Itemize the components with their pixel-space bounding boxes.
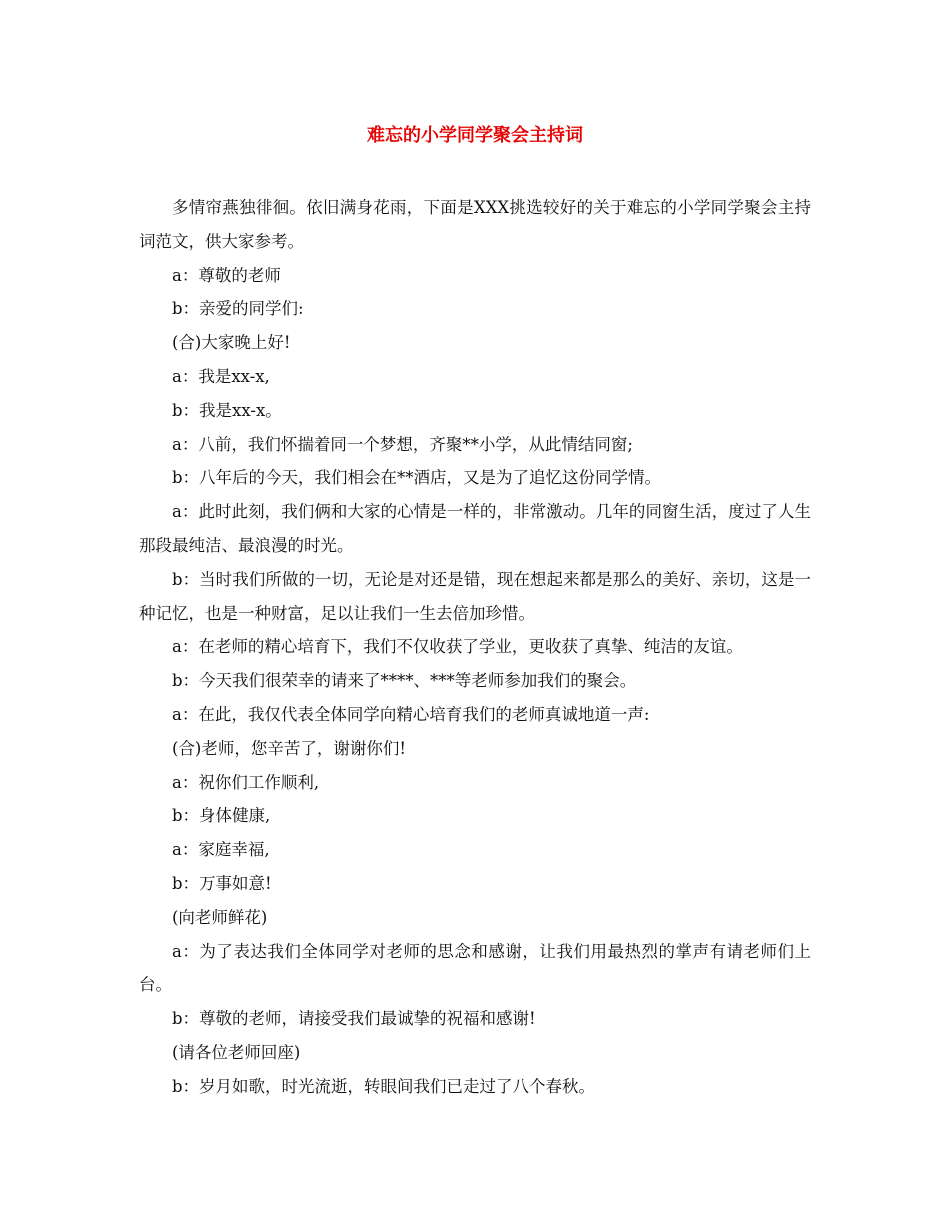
paragraph-line: a：在此，我仅代表全体同学向精心培育我们的老师真诚地道一声: — [172, 704, 650, 724]
paragraph-line: a：此时此刻，我们俩和大家的心情是一样的，非常激动。几年的同窗生活，度过了人生那段最纯洁、最浪漫的时光。 — [139, 502, 811, 555]
paragraph-intro: 多情帘燕独徘徊。依旧满身花雨，下面是XXX挑选较好的关于难忘的小学同学聚会主持词范文，供大家参考。 — [139, 198, 811, 251]
paragraph-line: b：八年后的今天，我们相会在**酒店，又是为了追忆这份同学情。 — [172, 468, 662, 488]
paragraph-line: b：今天我们很荣幸的请来了****、***等老师参加我们的聚会。 — [172, 671, 637, 691]
paragraph-line: a：祝你们工作顺利, — [172, 772, 320, 792]
paragraph-line: a：家庭幸福, — [172, 840, 270, 860]
paragraph-line: a：八前，我们怀揣着同一个梦想，齐聚**小学，从此情结同窗; — [172, 434, 633, 454]
paragraph-line: b：尊敬的老师，请接受我们最诚挚的祝福和感谢! — [172, 1009, 536, 1029]
paragraph-line: (合)老师，您辛苦了，谢谢你们! — [172, 738, 407, 758]
paragraph-line: a：在老师的精心培育下，我们不仅收获了学业，更收获了真挚、纯洁的友谊。 — [172, 637, 743, 657]
paragraph-line: (合)大家晚上好! — [172, 333, 291, 353]
paragraph-line: a：尊敬的老师 — [172, 265, 281, 285]
document-title: 难忘的小学同学聚会主持词 — [367, 125, 583, 146]
document-body — [139, 191, 811, 1104]
paragraph-line: (请各位老师回座) — [172, 1042, 301, 1062]
paragraph-line: b：亲爱的同学们: — [172, 299, 304, 319]
paragraph-line: a：我是xx-x, — [172, 366, 270, 386]
paragraph-line: b：万事如意! — [172, 873, 272, 893]
paragraph-line: b：身体健康, — [172, 806, 271, 826]
paragraph-line: b：我是xx-x。 — [172, 400, 282, 420]
paragraph-line: (向老师鲜花) — [172, 907, 268, 927]
paragraph-line: a：为了表达我们全体同学对老师的思念和感谢，让我们用最热烈的掌声有请老师们上台。 — [139, 941, 811, 995]
paragraph-line: b：当时我们所做的一切，无论是对还是错，现在想起来都是那么的美好、亲切，这是一种记忆，也是一种财富，足以让我们一生去倍加珍惜。 — [139, 569, 811, 623]
paragraph-line: b：岁月如歌，时光流逝，转眼间我们已走过了八个春秋。 — [172, 1076, 596, 1096]
